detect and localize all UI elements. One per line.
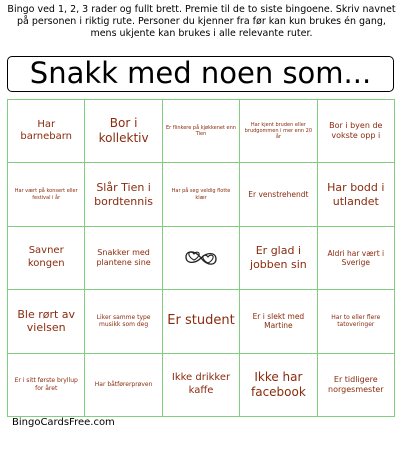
bingo-cell[interactable]: Ikke har facebook bbox=[240, 354, 317, 417]
bingo-cell[interactable]: Har barnebarn bbox=[8, 100, 85, 163]
bingo-cell[interactable]: Har to eller flere tatoveringer bbox=[318, 290, 395, 353]
bingo-cell[interactable]: Ikke drikker kaffe bbox=[163, 354, 240, 417]
bingo-cell[interactable]: Bor i kollektiv bbox=[85, 100, 162, 163]
bingo-cell[interactable]: Savner kongen bbox=[8, 227, 85, 290]
free-space-cell bbox=[163, 227, 240, 290]
bingo-cell[interactable]: Har båtførerprøven bbox=[85, 354, 162, 417]
bingo-cell[interactable]: Er flinkere på kjøkkenet enn Tien bbox=[163, 100, 240, 163]
bingo-cell[interactable]: Har bodd i utlandet bbox=[318, 163, 395, 226]
bingo-cell[interactable]: Liker samme type musikk som deg bbox=[85, 290, 162, 353]
footer-source: BingoCardsFree.com bbox=[12, 417, 115, 428]
bingo-cell[interactable]: Er student bbox=[163, 290, 240, 353]
bingo-cell[interactable]: Slår Tien i bordtennis bbox=[85, 163, 162, 226]
instructions-text: Bingo ved 1, 2, 3 rader og fullt brett. Premie til de to siste bingoene. Skriv navnet på personen i riktig rute. Personer du kjenner fra før kan kun brukes én gang, mens ukjente kan brukes i alle relevante ruter. bbox=[7, 4, 396, 39]
bingo-grid bbox=[7, 99, 395, 417]
bingo-cell[interactable]: Er i sitt første bryllup for året bbox=[8, 354, 85, 417]
bingo-cell[interactable]: Har vært på konsert eller festival i år bbox=[8, 163, 85, 226]
bingo-cell[interactable]: Er tidligere norgesmester bbox=[318, 354, 395, 417]
bingo-cell[interactable]: Har på seg veldig flotte klær bbox=[163, 163, 240, 226]
bingo-cell[interactable]: Snakker med plantene sine bbox=[85, 227, 162, 290]
hearts-infinity-icon bbox=[183, 245, 219, 271]
bingo-cell[interactable]: Bor i byen de vokste opp i bbox=[318, 100, 395, 163]
title-box bbox=[7, 56, 394, 92]
bingo-cell[interactable]: Aldri har vært i Sverige bbox=[318, 227, 395, 290]
bingo-cell[interactable]: Er venstrehendt bbox=[240, 163, 317, 226]
bingo-cell[interactable]: Er glad i jobben sin bbox=[240, 227, 317, 290]
page-title: Snakk med noen som... bbox=[29, 56, 372, 90]
bingo-cell[interactable]: Har kjent bruden eller brudgommen i mer enn 20 år bbox=[240, 100, 317, 163]
bingo-cell[interactable]: Ble rørt av vielsen bbox=[8, 290, 85, 353]
bingo-cell[interactable]: Er i slekt med Martine bbox=[240, 290, 317, 353]
